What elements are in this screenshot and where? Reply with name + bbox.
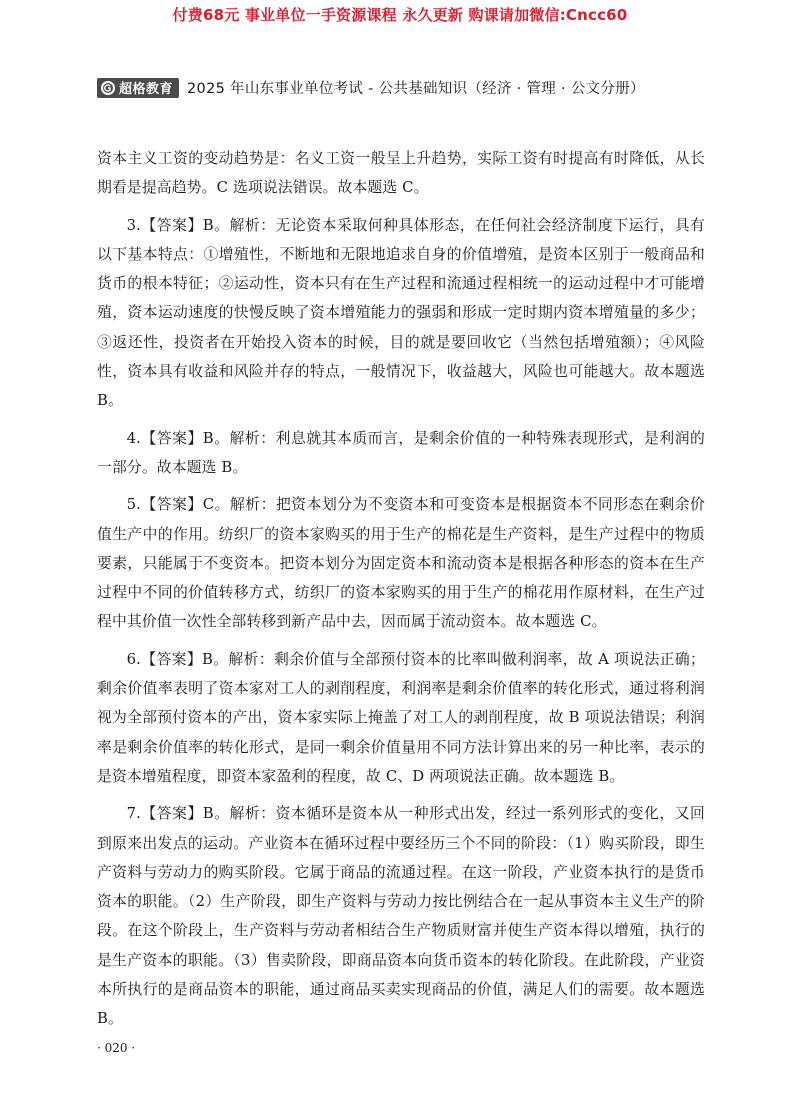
paragraph-continuation: 资本主义工资的变动趋势是：名义工资一般呈上升趋势，实际工资有时提高有时降低，从长期看是提高趋势。C 选项说法错误。故本题选 C。 [97, 150, 705, 197]
brand-logo-icon [101, 81, 115, 95]
page-header [97, 77, 645, 98]
answer-content [97, 144, 705, 1042]
page-number: · 020 · [97, 1041, 136, 1055]
watermark-banner: 付费68元 事业单位一手资源课程 永久更新 购课请加微信:Cncc60 [172, 6, 628, 24]
answer-item-6: 6.【答案】B。解析：剩余价值与全部预付资本的比率叫做利润率，故 A 项说法正确；剩余价值率表明了资本家对工人的剥削程度，利润率是剩余价值率的转化形式，通过将利润视为全部预付资本的产出，资本家实际上掩盖了对工人的剥削程度，故 B 项说法错误；利润率是剩余价值率的转化形式，是同一剩余价值量用不同方法计算出来的另一种比率，表示的是资本增殖程度，即资本家盈利的程度，故 C、D 两项说法正确。故本题选 B。 [97, 650, 705, 785]
brand-logo [97, 78, 179, 98]
answer-item-3: 3.【答案】B。解析：无论资本采取何种具体形态，在任何社会经济制度下运行，具有以下基本特点：①增殖性，不断地和无限地追求自身的价值增殖，是资本区别于一般商品和货币的根本特征；②运动性，资本只有在生产过程和流通过程相统一的运动过程中才可能增殖，资本运动速度的快慢反映了资本增殖能力的强弱和形成一定时期内资本增殖量的多少；③返还性，投资者在开始投入资本的时候，目的就是要回收它（当然包括增殖额）；④风险性，资本具有收益和风险并存的特点，一般情况下，收益越大，风险也可能越大。故本题选 B。 [97, 216, 705, 410]
answer-item-7: 7.【答案】B。解析：资本循环是资本从一种形式出发，经过一系列形式的变化，又回到原来出发点的运动。产业资本在循环过程中要经历三个不同的阶段：（1）购买阶段，即生产资料与劳动力的购买阶段。它属于商品的流通过程。在这一阶段，产业资本执行的是货币资本的职能。（2）生产阶段，即生产资料与劳动力按比例结合在一起从事资本主义生产的阶段。在这个阶段上，生产资料与劳动者相结合生产物质财富并使生产资本得以增殖，执行的是生产资本的职能。（3）售卖阶段，即商品资本向货币资本的转化阶段。在此阶段，产业资本所执行的是商品资本的职能，通过商品买卖实现商品的价值，满足人们的需要。故本题选 B。 [97, 805, 705, 1028]
header-title: 2025 年山东事业单位考试 - 公共基础知识（经济 · 管理 · 公文分册） [187, 81, 645, 97]
answer-item-5: 5.【答案】C。解析：把资本划分为不变资本和可变资本是根据资本不同形态在剩余价值生产中的作用。纺织厂的资本家购买的用于生产的棉花是生产资料，是生产过程中的物质要素，只能属于不变资本。把资本划分为固定资本和流动资本是根据各种形态的资本在生产过程中不同的价值转移方式，纺织厂的资本家购买的用于生产的棉花用作原材料，在生产过程中其价值一次性全部转移到新产品中去，因而属于流动资本。故本题选 C。 [97, 496, 705, 631]
brand-logo-text: 超格教育 [119, 82, 174, 97]
answer-item-4: 4.【答案】B。解析：利息就其本质而言，是剩余价值的一种特殊表现形式，是利润的一部分。故本题选 B。 [97, 429, 705, 476]
